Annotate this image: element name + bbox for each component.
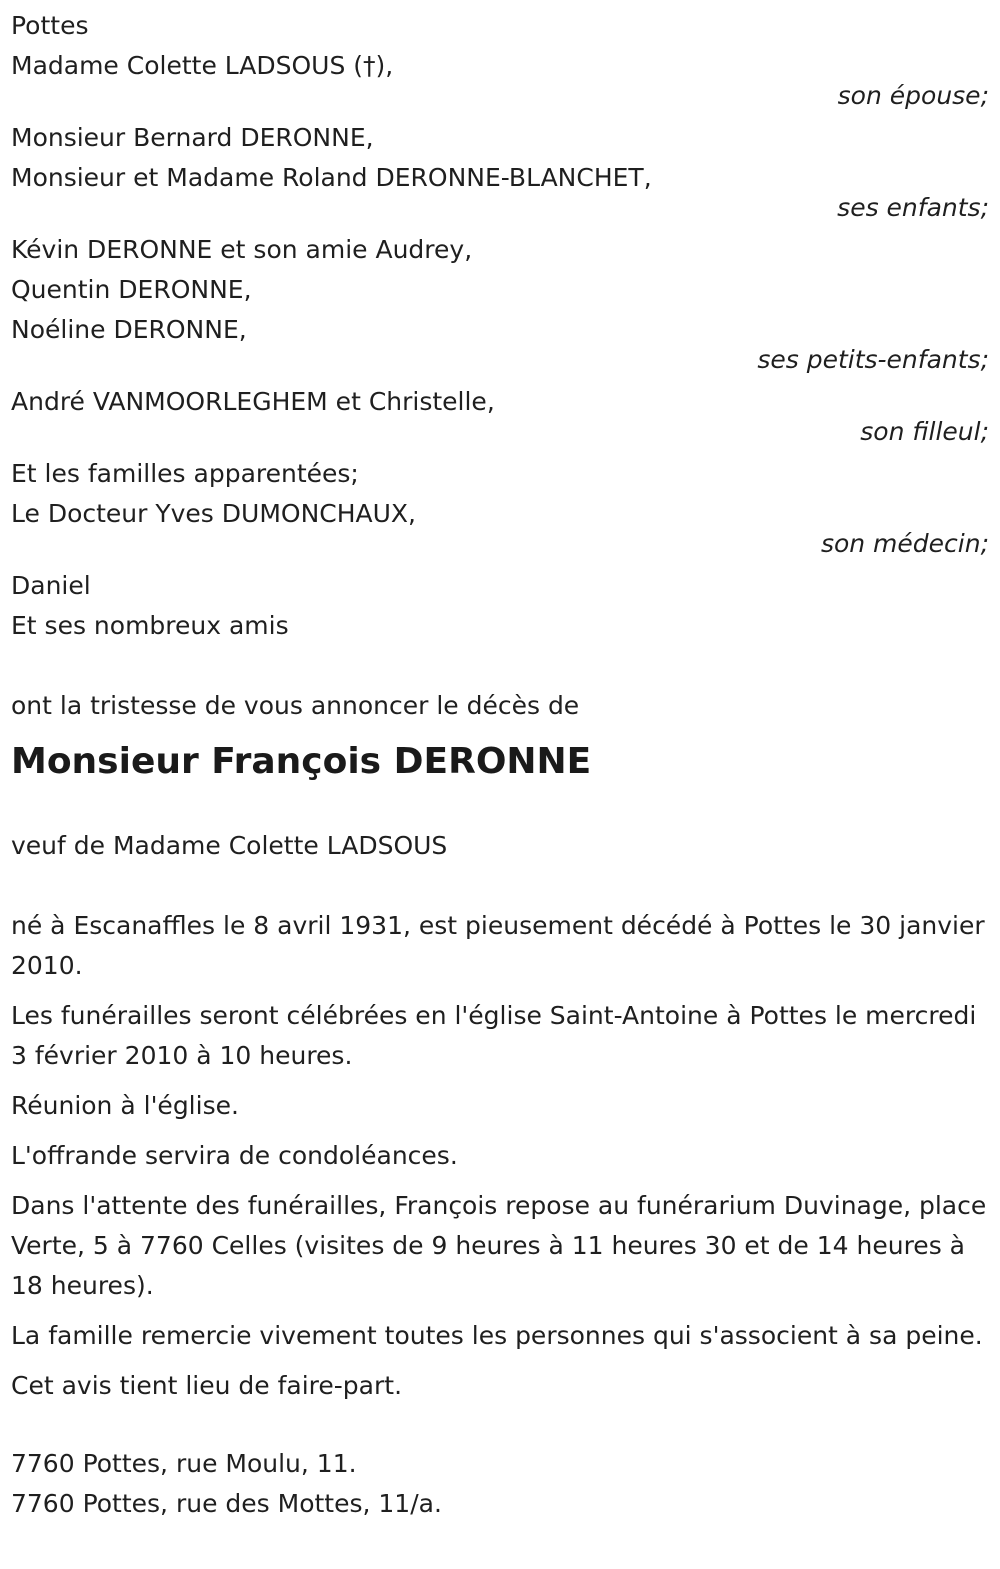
family-name: Monsieur Bernard DERONNE, bbox=[11, 123, 374, 152]
other-name: Et ses nombreux amis bbox=[11, 611, 289, 640]
family-name: Le Docteur Yves DUMONCHAUX, bbox=[11, 499, 417, 528]
family-name: Noéline DERONNE, bbox=[11, 315, 247, 344]
address-line: 7760 Pottes, rue Moulu, 11. bbox=[11, 1449, 357, 1478]
family-group-children bbox=[11, 118, 989, 220]
widower-line: veuf de Madame Colette LADSOUS bbox=[11, 831, 448, 860]
place-header: Pottes bbox=[11, 11, 89, 40]
family-name: Kévin DERONNE et son amie Audrey, bbox=[11, 235, 473, 264]
meeting-paragraph: Réunion à l'église. bbox=[11, 1091, 239, 1120]
family-group-doctor bbox=[11, 454, 989, 556]
family-group-spouse bbox=[11, 46, 989, 108]
spacer bbox=[11, 866, 989, 906]
family-role: ses petits-enfants; bbox=[757, 345, 989, 374]
spacer bbox=[11, 1416, 989, 1444]
birth-death-paragraph: né à Escanaffles le 8 avril 1931, est pieusement décédé à Pottes le 30 janvier 2010. bbox=[11, 911, 985, 980]
family-name: Monsieur et Madame Roland DERONNE-BLANCHET, bbox=[11, 163, 652, 192]
spacer bbox=[11, 646, 989, 686]
family-group-godson bbox=[11, 382, 989, 444]
notice-paragraph: Cet avis tient lieu de faire-part. bbox=[11, 1371, 403, 1400]
family-role: son médecin; bbox=[820, 529, 989, 558]
family-role: son filleul; bbox=[860, 417, 989, 446]
family-name: Et les familles apparentées; bbox=[11, 459, 359, 488]
announcement-text: ont la tristesse de vous annoncer le décès de bbox=[11, 691, 580, 720]
family-role: ses enfants; bbox=[837, 193, 989, 222]
offering-paragraph: L'offrande servira de condoléances. bbox=[11, 1141, 458, 1170]
funerarium-paragraph: Dans l'attente des funérailles, François repose au funérarium Duvinage, place Verte, 5 à 7760 Celles (visites de 9 heures à 11 heures 30 et de 14 heures à 18 heures). bbox=[11, 1191, 987, 1300]
address-line: 7760 Pottes, rue des Mottes, 11/a. bbox=[11, 1489, 442, 1518]
family-group-grandchildren bbox=[11, 230, 989, 372]
family-role: son épouse; bbox=[837, 81, 989, 110]
deceased-name: Monsieur François DERONNE bbox=[11, 741, 592, 782]
other-name: Daniel bbox=[11, 571, 91, 600]
family-name: André VANMOORLEGHEM et Christelle, bbox=[11, 387, 495, 416]
family-name: Madame Colette LADSOUS (†), bbox=[11, 51, 394, 80]
others-group bbox=[11, 566, 989, 646]
thanks-paragraph: La famille remercie vivement toutes les personnes qui s'associent à sa peine. bbox=[11, 1321, 983, 1350]
family-name: Quentin DERONNE, bbox=[11, 275, 252, 304]
funeral-paragraph: Les funérailles seront célébrées en l'église Saint-Antoine à Pottes le mercredi 3 février 2010 à 10 heures. bbox=[11, 1001, 977, 1070]
obituary-content bbox=[11, 6, 989, 1524]
